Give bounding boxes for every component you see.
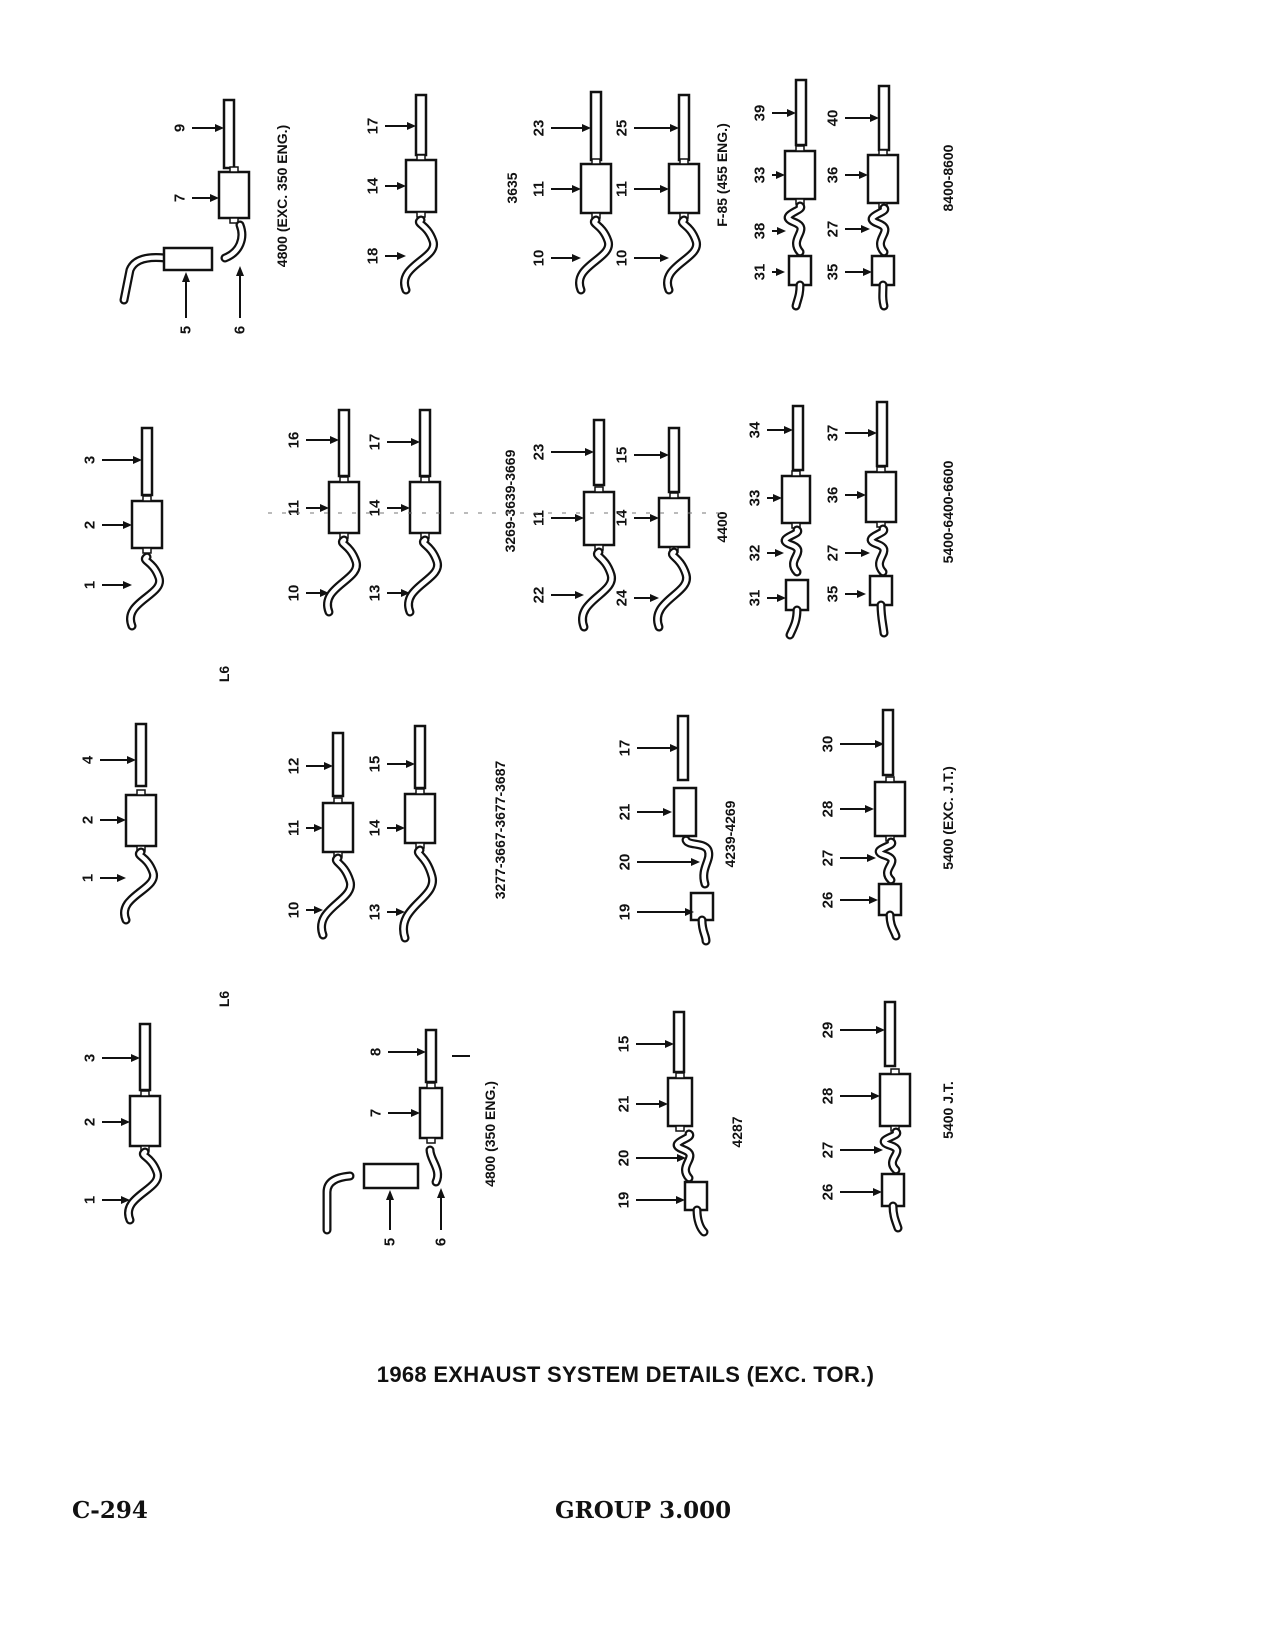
part-number: 14 <box>364 177 382 195</box>
part-number: 31 <box>746 589 764 607</box>
arrowhead <box>131 1054 140 1062</box>
part-number: 40 <box>824 109 842 127</box>
arrowhead <box>407 122 416 130</box>
part-number: 13 <box>366 903 384 921</box>
part-number: 31 <box>751 263 769 281</box>
part-number: 18 <box>364 247 382 265</box>
resonator <box>879 884 901 915</box>
group-label: 5400-6400-6600 <box>940 460 956 564</box>
part-number: 39 <box>751 104 769 122</box>
group-label: 3277-3667-3677-3687 <box>492 760 508 900</box>
muffler-neck <box>416 789 424 794</box>
part-number: 23 <box>530 443 548 461</box>
part-number: 28 <box>819 1087 837 1105</box>
tail-pipe <box>140 1024 150 1090</box>
arrowhead <box>775 549 784 557</box>
arrowhead <box>411 438 420 446</box>
tail-pipe <box>136 724 146 786</box>
arrowhead <box>572 185 581 193</box>
group-label: L6 <box>216 990 232 1008</box>
muffler-neck <box>143 496 151 501</box>
part-number: 2 <box>81 520 99 530</box>
part-number: 24 <box>613 589 631 607</box>
arrowhead <box>575 591 584 599</box>
muffler-neck <box>595 487 603 492</box>
arrowhead <box>776 268 785 276</box>
part-number: 30 <box>819 735 837 753</box>
part-number: 22 <box>530 586 548 604</box>
part-number: 1 <box>81 580 99 590</box>
muffler-neck <box>417 155 425 160</box>
part-number: 7 <box>367 1108 385 1118</box>
arrowhead <box>670 124 679 132</box>
arrowhead <box>585 448 594 456</box>
tail-pipe <box>142 428 152 495</box>
arrowhead <box>215 124 224 132</box>
tail-pipe <box>594 420 604 485</box>
tail-pipe <box>885 1002 895 1066</box>
part-number: 20 <box>615 1149 633 1167</box>
muffler-neck <box>796 146 804 151</box>
muffler <box>785 151 815 199</box>
arrowhead <box>660 254 669 262</box>
arrowhead <box>117 816 126 824</box>
arrowhead <box>869 896 878 904</box>
part-number: 36 <box>824 166 842 184</box>
part-number: 17 <box>364 117 382 135</box>
part-number: 6 <box>231 325 249 335</box>
arrowhead <box>401 504 410 512</box>
group-label: L6 <box>216 665 232 683</box>
part-number: 33 <box>746 489 764 507</box>
muffler <box>126 795 156 846</box>
muffler <box>420 1088 442 1138</box>
page-number: C-294 <box>72 1497 148 1524</box>
part-number: 2 <box>81 1117 99 1127</box>
tail-pipe <box>796 80 806 145</box>
part-number: 38 <box>751 222 769 240</box>
arrowhead <box>411 1109 420 1117</box>
part-number: 19 <box>615 1191 633 1209</box>
arrowhead <box>123 581 132 589</box>
muffler <box>132 501 162 548</box>
tail-pipe <box>420 410 430 476</box>
muffler <box>410 482 440 533</box>
muffler-neck <box>676 1126 684 1131</box>
arrowhead <box>870 114 879 122</box>
exhaust-pipe-bore <box>883 285 884 306</box>
arrowhead <box>127 756 136 764</box>
part-number: 13 <box>366 584 384 602</box>
muffler-neck <box>143 548 151 553</box>
part-number: 17 <box>616 739 634 757</box>
arrowhead <box>777 227 786 235</box>
arrowhead <box>320 504 329 512</box>
group-number: GROUP 3.000 <box>555 1497 732 1524</box>
group-label: 3269-3639-3669 <box>502 449 518 553</box>
part-number: 19 <box>616 903 634 921</box>
arrowhead <box>676 1196 685 1204</box>
tail-pipe <box>883 710 893 775</box>
arrowhead <box>660 451 669 459</box>
muffler <box>659 498 689 547</box>
arrowhead <box>582 124 591 132</box>
part-number: 11 <box>285 500 303 516</box>
part-number: 35 <box>824 263 842 281</box>
tail-pipe <box>415 726 425 788</box>
part-number: 9 <box>171 123 189 133</box>
arrowhead <box>660 185 669 193</box>
arrowhead <box>417 1048 426 1056</box>
part-number: 11 <box>613 181 631 197</box>
arrowhead <box>861 225 870 233</box>
muffler-neck <box>141 1091 149 1096</box>
part-number: 12 <box>285 757 303 775</box>
muffler <box>219 172 249 218</box>
resonator <box>164 248 212 270</box>
arrowhead <box>873 1188 882 1196</box>
arrowhead <box>121 1118 130 1126</box>
part-number: 14 <box>613 509 631 527</box>
muffler-neck <box>891 1069 899 1074</box>
part-number: 3 <box>81 1053 99 1063</box>
arrowhead <box>650 594 659 602</box>
part-number: 2 <box>79 815 97 825</box>
muffler-neck <box>334 798 342 803</box>
part-number: 15 <box>613 446 631 464</box>
tail-pipe <box>678 716 688 780</box>
muffler <box>669 164 699 213</box>
tail-pipe <box>793 406 803 470</box>
part-number: 21 <box>615 1095 633 1113</box>
arrowhead <box>867 854 876 862</box>
arrowhead <box>857 590 866 598</box>
arrowhead <box>133 456 142 464</box>
tail-pipe <box>224 100 234 168</box>
group-label: 5400 J.T. <box>940 1081 956 1139</box>
tail-pipe <box>669 428 679 492</box>
part-number: 27 <box>819 1141 837 1159</box>
tail-pipe <box>879 86 889 150</box>
tail-pipe <box>679 95 689 160</box>
part-number: 11 <box>530 181 548 197</box>
arrowhead <box>324 762 333 770</box>
part-number: 8 <box>367 1047 385 1057</box>
muffler <box>406 160 436 212</box>
part-number: 10 <box>613 249 631 267</box>
part-number: 11 <box>285 820 303 836</box>
arrowhead <box>863 268 872 276</box>
part-number: 11 <box>530 510 548 526</box>
part-number: 26 <box>819 891 837 909</box>
part-number: 15 <box>366 755 384 773</box>
part-number: 17 <box>366 433 384 451</box>
muffler-neck <box>137 790 145 795</box>
arrowhead <box>117 874 126 882</box>
muffler <box>674 788 696 836</box>
arrowhead <box>330 436 339 444</box>
muffler <box>868 155 898 203</box>
muffler <box>875 782 905 836</box>
muffler-neck <box>680 159 688 164</box>
tail-pipe <box>416 95 426 155</box>
part-number: 37 <box>824 424 842 442</box>
part-number: 14 <box>366 499 384 517</box>
part-number: 26 <box>819 1183 837 1201</box>
part-number: 27 <box>824 544 842 562</box>
group-label: 4239-4269 <box>722 800 738 868</box>
muffler-neck <box>592 159 600 164</box>
tail-pipe <box>877 402 887 466</box>
part-number: 1 <box>79 873 97 883</box>
arrowhead <box>663 808 672 816</box>
tail-pipe <box>591 92 601 160</box>
part-number: 3 <box>81 455 99 465</box>
arrowhead <box>397 252 406 260</box>
resonator <box>364 1164 418 1188</box>
group-label: 4800 (EXC. 350 ENG.) <box>274 124 290 268</box>
group-label: 4400 <box>714 511 730 543</box>
part-number: 10 <box>285 584 303 602</box>
part-number: 1 <box>81 1195 99 1205</box>
muffler-neck <box>886 777 894 782</box>
arrowhead <box>784 426 793 434</box>
muffler-neck <box>421 477 429 482</box>
muffler-neck <box>427 1138 435 1143</box>
part-number: 14 <box>366 819 384 837</box>
part-number: 27 <box>824 220 842 238</box>
muffler <box>130 1096 160 1146</box>
group-label: 8400-8600 <box>940 144 956 212</box>
muffler <box>584 492 614 545</box>
arrowhead <box>665 1040 674 1048</box>
part-number: 29 <box>819 1021 837 1039</box>
muffler-neck <box>676 1073 684 1078</box>
part-number: 6 <box>432 1237 450 1247</box>
figure-title: 1968 EXHAUST SYSTEM DETAILS (EXC. TOR.) <box>376 1362 875 1387</box>
tail-pipe <box>339 410 349 476</box>
resonator <box>882 1174 904 1206</box>
arrowhead <box>314 906 323 914</box>
arrowhead <box>386 1190 394 1200</box>
muffler <box>866 472 896 522</box>
muffler-neck <box>877 467 885 472</box>
group-label: F-85 (455 ENG.) <box>714 123 730 227</box>
part-number: 34 <box>746 421 764 439</box>
arrowhead <box>397 182 406 190</box>
part-number: 16 <box>285 431 303 449</box>
tail-pipe <box>426 1030 436 1082</box>
part-number: 32 <box>746 544 764 562</box>
muffler <box>329 482 359 533</box>
muffler-neck <box>427 1083 435 1088</box>
part-number: 33 <box>751 166 769 184</box>
arrowhead <box>123 521 132 529</box>
part-number: 28 <box>819 800 837 818</box>
part-number: 15 <box>615 1035 633 1053</box>
part-number: 36 <box>824 486 842 504</box>
part-number: 5 <box>381 1237 399 1247</box>
arrowhead <box>314 824 323 832</box>
arrowhead <box>406 760 415 768</box>
muffler-neck <box>340 477 348 482</box>
part-number: 27 <box>819 849 837 867</box>
part-number: 10 <box>285 901 303 919</box>
arrowhead <box>572 254 581 262</box>
muffler <box>581 164 611 213</box>
arrowhead <box>777 594 786 602</box>
muffler <box>323 803 353 852</box>
group-label: 3635 <box>504 172 520 204</box>
group-label: 5400 (EXC. J.T.) <box>940 766 956 870</box>
arrowhead <box>437 1188 445 1198</box>
part-number: 7 <box>171 193 189 203</box>
tail-pipe <box>333 733 343 796</box>
arrowhead <box>876 1026 885 1034</box>
muffler-neck <box>792 471 800 476</box>
group-label: 4800 (350 ENG.) <box>482 1081 498 1187</box>
arrowhead <box>859 171 868 179</box>
arrowhead <box>868 429 877 437</box>
muffler <box>405 794 435 843</box>
tail-pipe <box>674 1012 684 1072</box>
part-number: 5 <box>177 325 195 335</box>
arrowhead <box>650 514 659 522</box>
arrowhead <box>773 494 782 502</box>
group-label: 4287 <box>729 1116 745 1148</box>
arrowhead <box>865 805 874 813</box>
arrowhead <box>871 1092 880 1100</box>
muffler <box>668 1078 692 1126</box>
part-number: 10 <box>530 249 548 267</box>
part-number: 4 <box>79 755 97 765</box>
arrowhead <box>575 514 584 522</box>
muffler-neck <box>670 493 678 498</box>
arrowhead <box>857 491 866 499</box>
part-number: 35 <box>824 585 842 603</box>
arrowhead <box>776 171 785 179</box>
part-number: 23 <box>530 119 548 137</box>
arrowhead <box>691 858 700 866</box>
muffler <box>880 1074 910 1126</box>
arrowhead <box>210 194 219 202</box>
part-number: 25 <box>613 119 631 137</box>
muffler-neck <box>879 150 887 155</box>
arrowhead <box>236 266 244 276</box>
part-number: 21 <box>616 803 634 821</box>
arrowhead <box>874 1146 883 1154</box>
arrowhead <box>787 109 796 117</box>
arrowhead <box>659 1100 668 1108</box>
arrowhead <box>861 549 870 557</box>
muffler-neck <box>230 167 238 172</box>
arrowhead <box>182 272 190 282</box>
part-number: 20 <box>616 853 634 871</box>
arrowhead <box>396 824 405 832</box>
muffler <box>782 476 810 523</box>
